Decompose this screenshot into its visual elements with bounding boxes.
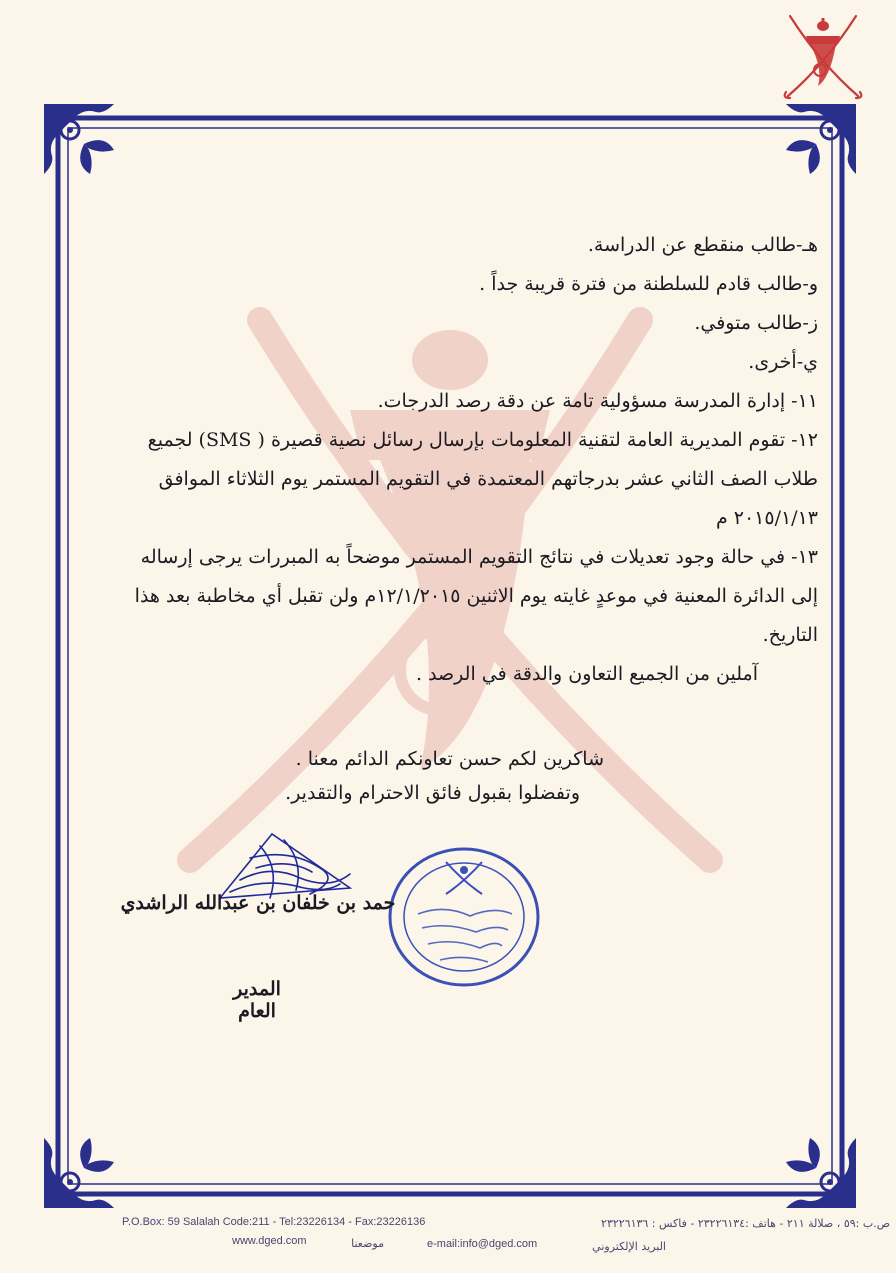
closing-thanks: شاكرين لكم حسن تعاونكم الدائم معنا . [295, 748, 604, 770]
footer-address-en: P.O.Box: 59 Salalah Code:211 - Tel:23226134 - Fax:23226136 [122, 1216, 426, 1228]
body-line: آملين من الجميع التعاون والدقة في الرصد . [415, 663, 758, 685]
body-line: طلاب الصف الثاني عشر بدرجاتهم المعتمدة في التقويم المستمر يوم الثلاثاء الموافق [158, 468, 818, 490]
body-line: ١٣- في حالة وجود تعديلات في نتائج التقويم المستمر موضحاً به المبررات يرجى إرساله [140, 546, 818, 568]
body-line: و-طالب قادم للسلطنة من فترة قريبة جداً . [479, 273, 818, 295]
footer-website[interactable]: www.dged.com [232, 1235, 307, 1247]
body-line: التاريخ. [762, 624, 818, 646]
footer-address-ar: ص.ب :٥٩ ، صلالة ٢١١ - هاتف :٢٣٢٢٦١٣٤ - فاكس : ٢٣٢٢٦١٣٦ [601, 1217, 890, 1230]
body-line: إلى الدائرة المعنية في موعدٍ غايته يوم الاثنين ١٢/١/٢٠١٥م ولن تقبل أي مخاطبة بعد هذا [134, 585, 818, 607]
body-line: ز-طالب متوفي. [694, 312, 818, 334]
oman-emblem-icon [780, 8, 866, 100]
closing-regards: وتفضلوا بقبول فائق الاحترام والتقدير. [285, 782, 580, 804]
body-line: هـ-طالب منقطع عن الدراسة. [587, 234, 818, 256]
body-line: ٢٠١٥/١/١٣ م [715, 507, 818, 529]
signer-title: المدير العام [233, 978, 281, 1022]
body-line: ١٢- تقوم المديرية العامة لتقنية المعلومات بإرسال رسائل نصية قصيرة ( SMS) لجميع [147, 429, 818, 451]
body-line: ١١- إدارة المدرسة مسؤولية تامة عن دقة رصد الدرجات. [377, 390, 818, 412]
body-line: ي-أخرى. [748, 351, 818, 373]
official-stamp-icon [384, 842, 544, 992]
footer-website-label: موضعنا [351, 1237, 384, 1250]
signer-name: حمد بن خلفان بن عبدالله الراشدي [120, 892, 396, 914]
footer-email-label: البريد الإلكتروني [592, 1240, 666, 1253]
footer-email[interactable]: e-mail:info@dged.com [427, 1238, 538, 1250]
letter-body [83, 229, 818, 697]
